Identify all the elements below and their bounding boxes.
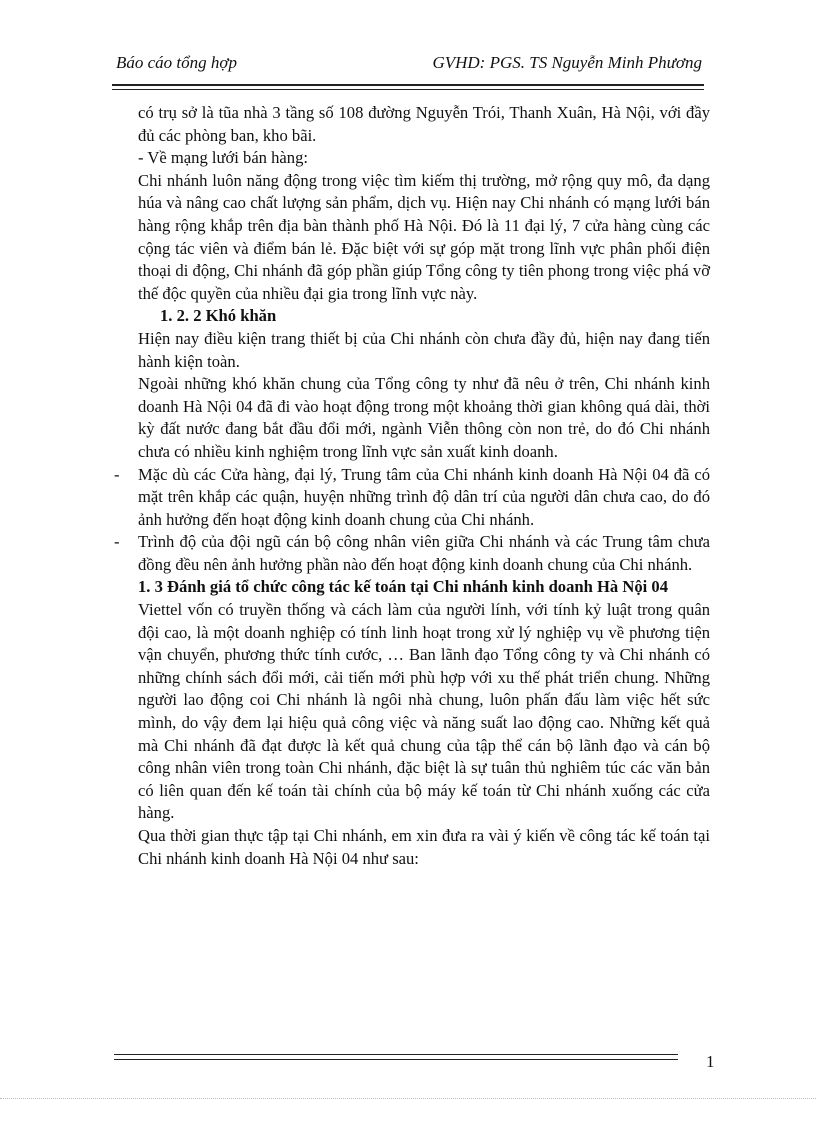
heading-accounting-evaluation: 1. 3 Đánh giá tổ chức công tác kế toán tại Chi nhánh kinh doanh Hà Nội 04 [138, 577, 668, 597]
bullet-dash: - [114, 532, 120, 552]
paragraph-sales-network: Chi nhánh luôn năng động trong việc tìm kiếm thị trường, mở rộng quy mô, đa dạng húa và nâng cao chất lượng sản phẩm, dịch vụ. Hiện nay Chi nhánh có mạng lưới bán hàng rộng khắp trên địa bàn thành phố Hà Nội. Đó là 11 đại lý, 7 cửa hàng cùng các cộng tác viên và điểm bán lẻ. Đặc biệt với sự góp mặt trong lĩnh vực phân phối điện thoại di động, Chi nhánh đã góp phần giúp Tổng công ty tiên phong trong việc phá vỡ thế độc quyền của nhiều đại gia trong lĩnh vực này. [138, 170, 710, 303]
paragraph-conclusion: Qua thời gian thực tập tại Chi nhánh, em xin đưa ra vài ý kiến về công tác kế toán tại Chi nhánh kinh doanh Hà Nội 04 như sau: [138, 826, 710, 868]
bullet-item [114, 464, 710, 532]
paragraph-headquarters: có trụ sở là tũa nhà 3 tầng số 108 đường Nguyễn Trói, Thanh Xuân, Hà Nội, với đầy đủ các phòng ban, kho bãi. [138, 103, 710, 145]
page-number: 1 [706, 1052, 715, 1071]
bullet-text: Mặc dù các Cửa hàng, đại lý, Trung tâm của Chi nhánh kinh doanh Hà Nội 04 đã có mặt trên khắp các quận, huyện những trình độ dân trí của người dân chưa cao, do đó ảnh hưởng đến hoạt động kinh doanh chung của Chi nhánh. [138, 464, 710, 529]
paragraph-general-difficulties: Ngoài những khó khăn chung của Tổng công ty như đã nêu ở trên, Chi nhánh kinh doanh Hà Nội 04 đã đi vào hoạt động trong một khoảng thời gian không quá dài, thời kỳ đất nước đang bắt đầu đổi mới, ngành Viễn thông còn non trẻ, do đó Chi nhánh chưa có nhiều kinh nghiệm trong lĩnh vực sản xuất kinh doanh. [138, 374, 710, 461]
bullet-item [114, 531, 710, 576]
paragraph-viettel: Viettel vốn có truyền thống và cách làm của người lính, với tính kỷ luật trong quân đội cao, là một doanh nghiệp có tính linh hoạt trong xử lý nghiệp vụ về phương tiện vận chuyển, phương thức tính cước, … Ban lãnh đạo Tổng công ty và Chi nhánh có những chính sách đổi mới, cải tiến mới phù hợp với xu thế phát triển chung. Những người lao động coi Chi nhánh là ngôi nhà chung, luôn phấn đấu làm việc hết sức mình, do vậy đem lại hiệu quả công việc và năng suất lao động cao. Những kết quả mà Chi nhánh đã đạt được là kết quả chung của tập thể cán bộ lãnh đạo và cán bộ công nhân viên trong toàn Chi nhánh, đặc biệt là sự tuân thủ nghiêm túc các văn bản có liên quan đến kế toán tài chính của bộ máy kế toán từ Chi nhánh xuống các cửa hàng. [138, 600, 710, 823]
page-header [116, 52, 702, 74]
page-edge [0, 1098, 816, 1099]
bullet-text: Trình độ của đội ngũ cán bộ công nhân viên giữa Chi nhánh và các Trung tâm chưa đồng đều nên ảnh hưởng phần nào đến hoạt động kinh doanh chung của Chi nhánh. [138, 532, 710, 574]
paragraph-equipment: Hiện nay điều kiện trang thiết bị của Chi nhánh còn chưa đầy đủ, hiện nay đang tiến hành kiện toàn. [138, 328, 710, 371]
bullet-dash: - [114, 464, 120, 484]
header-report-title: Báo cáo tổng hợp [116, 53, 237, 72]
page-body [114, 102, 710, 870]
paragraph-sales-network-label: - Về mạng lưới bán hàng: [138, 148, 308, 168]
heading-difficulties: 1. 2. 2 Khó khăn [160, 306, 277, 326]
header-rule [112, 84, 704, 90]
header-supervisor: GVHD: PGS. TS Nguyễn Minh Phương [432, 53, 702, 72]
footer-rule [114, 1054, 678, 1060]
